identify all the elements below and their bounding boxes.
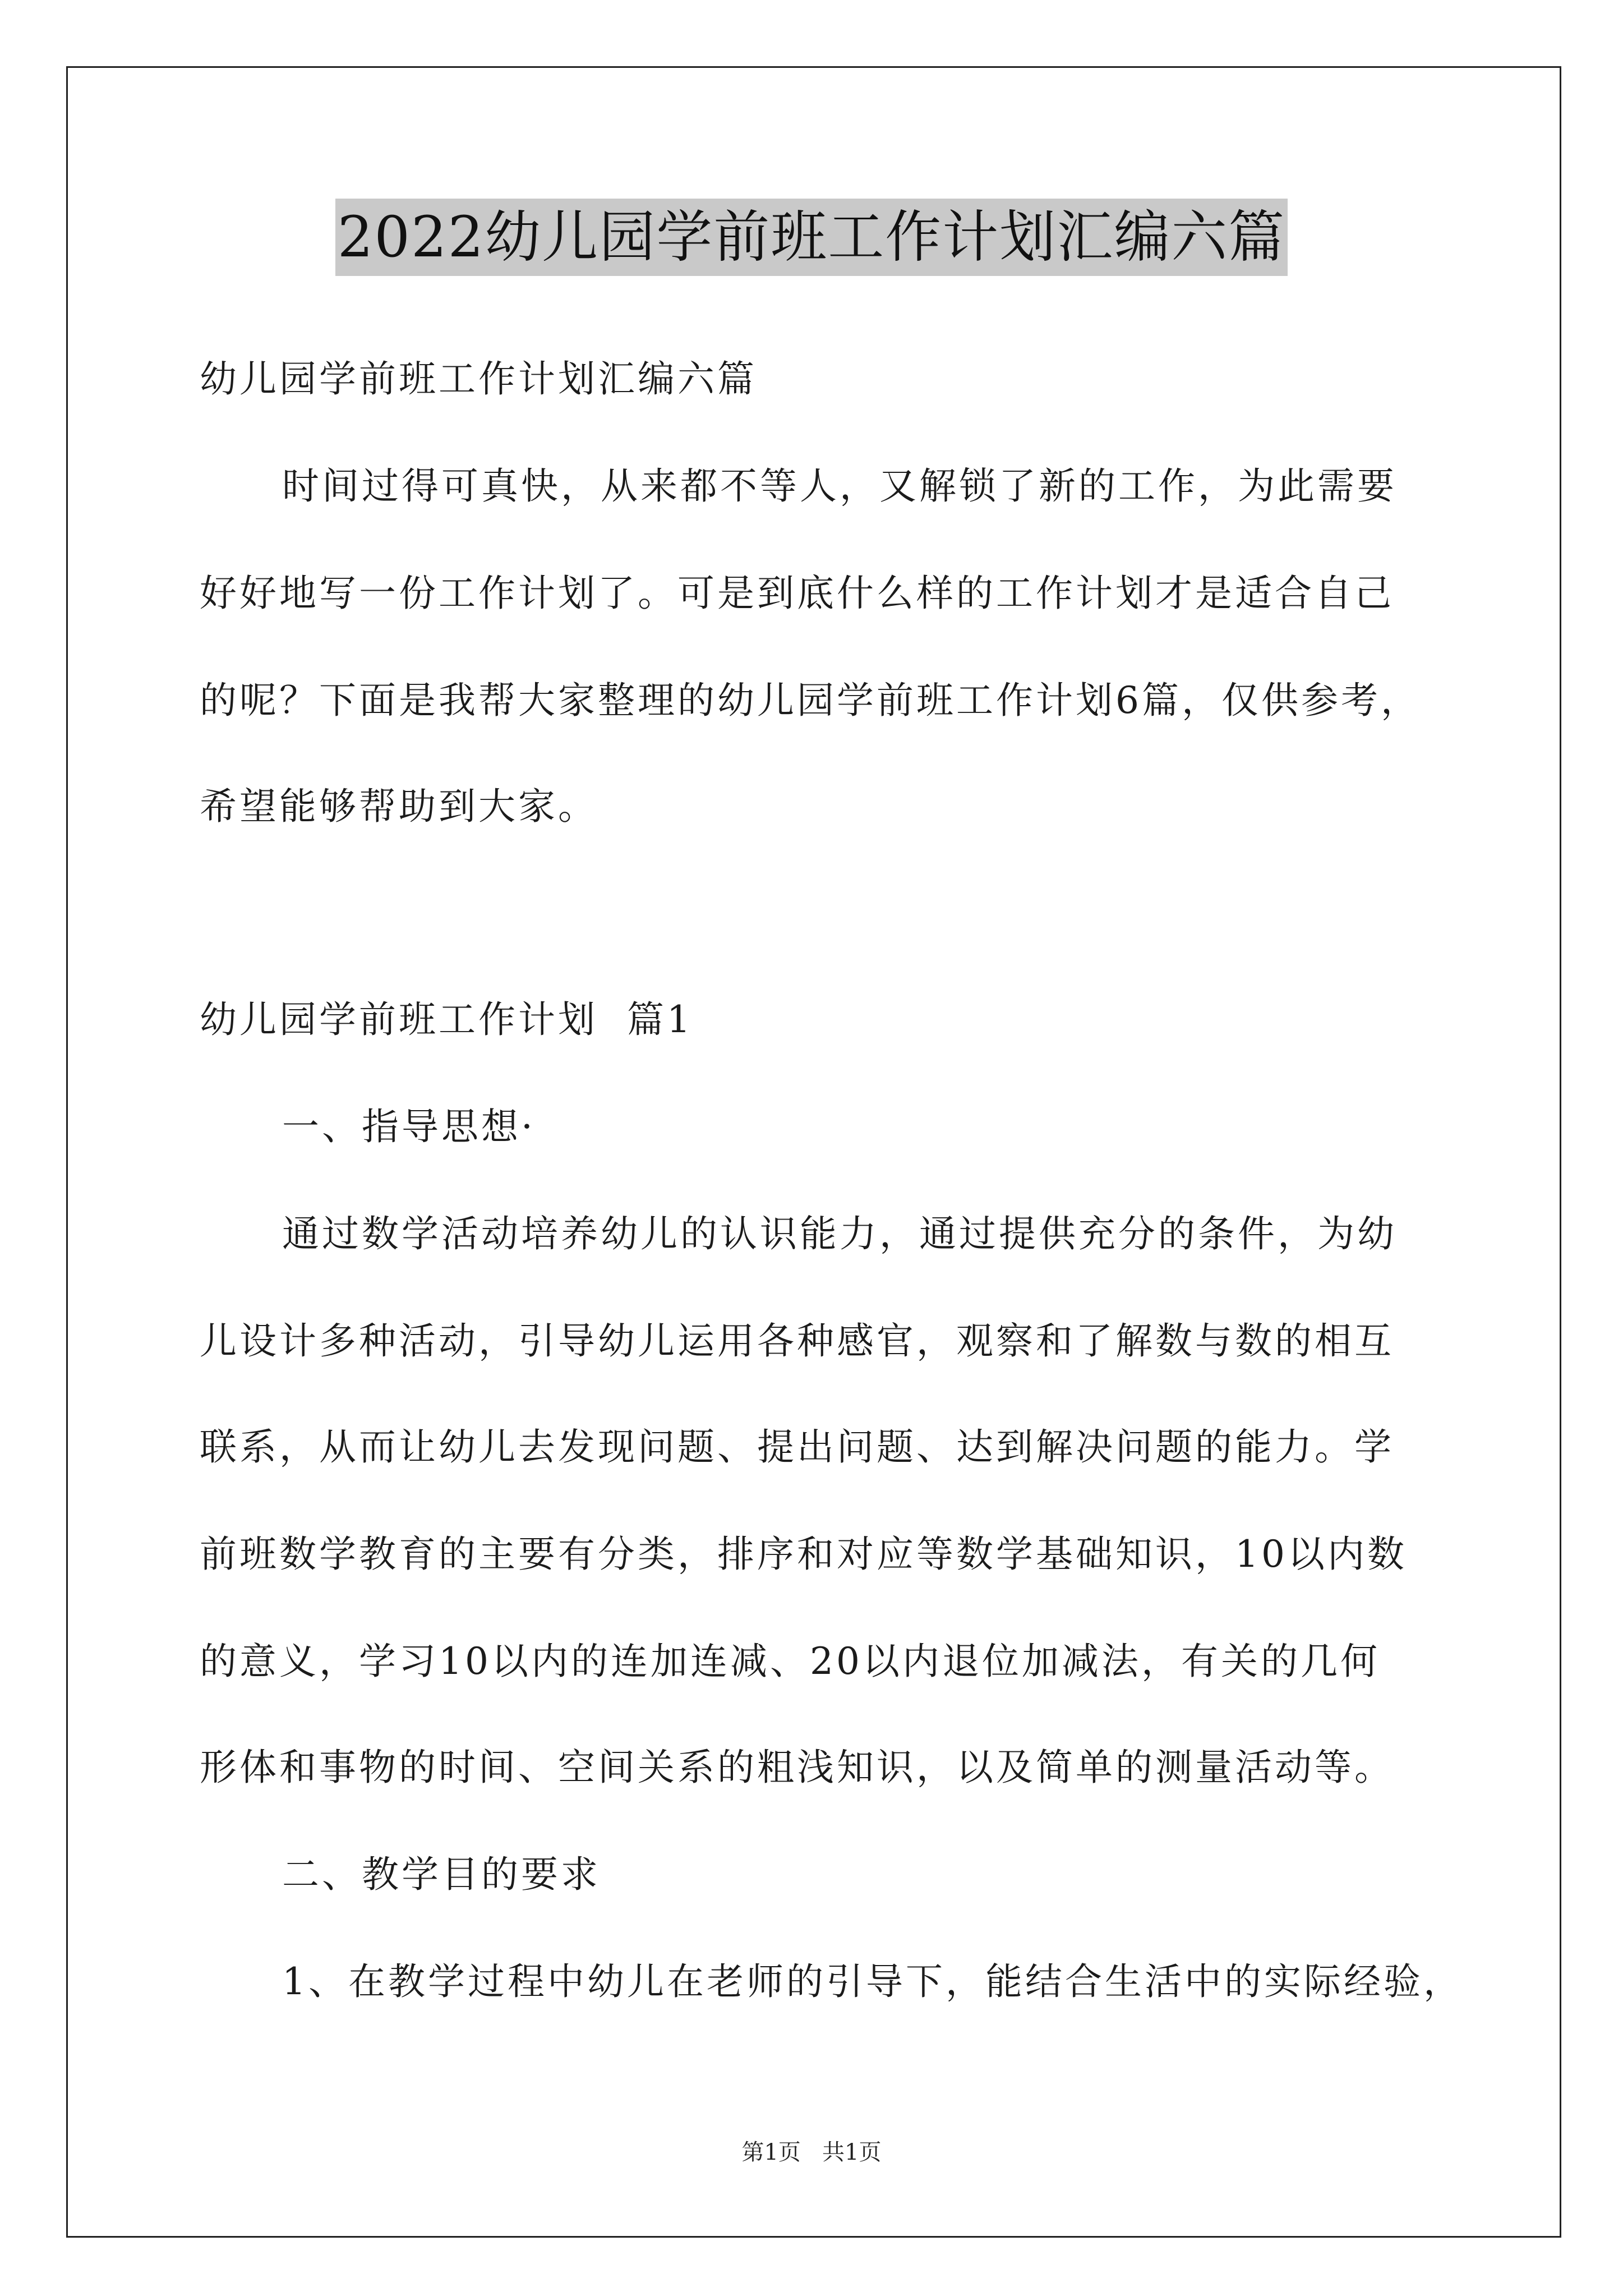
paragraph-line: 1、在教学过程中幼儿在老师的引导下，能结合生活中的实际经验， (282, 1960, 1463, 2003)
paragraph-line: 前班数学教育的主要有分类，排序和对应等数学基础知识，10以内数 (200, 1533, 1407, 1576)
paragraph-line: 形体和事物的时间、空间关系的粗浅知识，以及简单的测量活动等。 (200, 1746, 1394, 1789)
paragraph-line: 儿设计多种活动，引导幼儿运用各种感官，观察和了解数与数的相互 (200, 1319, 1394, 1363)
page-footer: 第1页 共1页 (741, 2139, 882, 2165)
intro-line: 希望能够帮助到大家。 (200, 785, 598, 828)
heading-teaching-goals: 二、教学目的要求 (282, 1853, 601, 1896)
title-container (0, 199, 1623, 276)
paragraph-line: 通过数学活动培养幼儿的认识能力，通过提供充分的条件，为幼 (282, 1212, 1397, 1255)
intro-line: 的呢？下面是我帮大家整理的幼儿园学前班工作计划6篇，仅供参考， (200, 679, 1421, 722)
paragraph-line: 的意义，学习10以内的连加连减、20以内退位加减法，有关的几何 (200, 1640, 1380, 1683)
document-title: 2022幼儿园学前班工作计划汇编六篇 (335, 199, 1288, 276)
intro-line: 时间过得可真快，从来都不等人，又解锁了新的工作，为此需要 (282, 464, 1397, 508)
paragraph-line: 联系，从而让幼儿去发现问题、提出问题、达到解决问题的能力。学 (200, 1425, 1394, 1469)
document-subtitle: 幼儿园学前班工作计划汇编六篇 (200, 357, 757, 401)
intro-line: 好好地写一份工作计划了。可是到底什么样的工作计划才是适合自己 (200, 572, 1394, 615)
heading-guiding-ideology: 一、指导思想· (282, 1105, 536, 1148)
section-heading: 幼儿园学前班工作计划 篇1 (200, 998, 693, 1041)
